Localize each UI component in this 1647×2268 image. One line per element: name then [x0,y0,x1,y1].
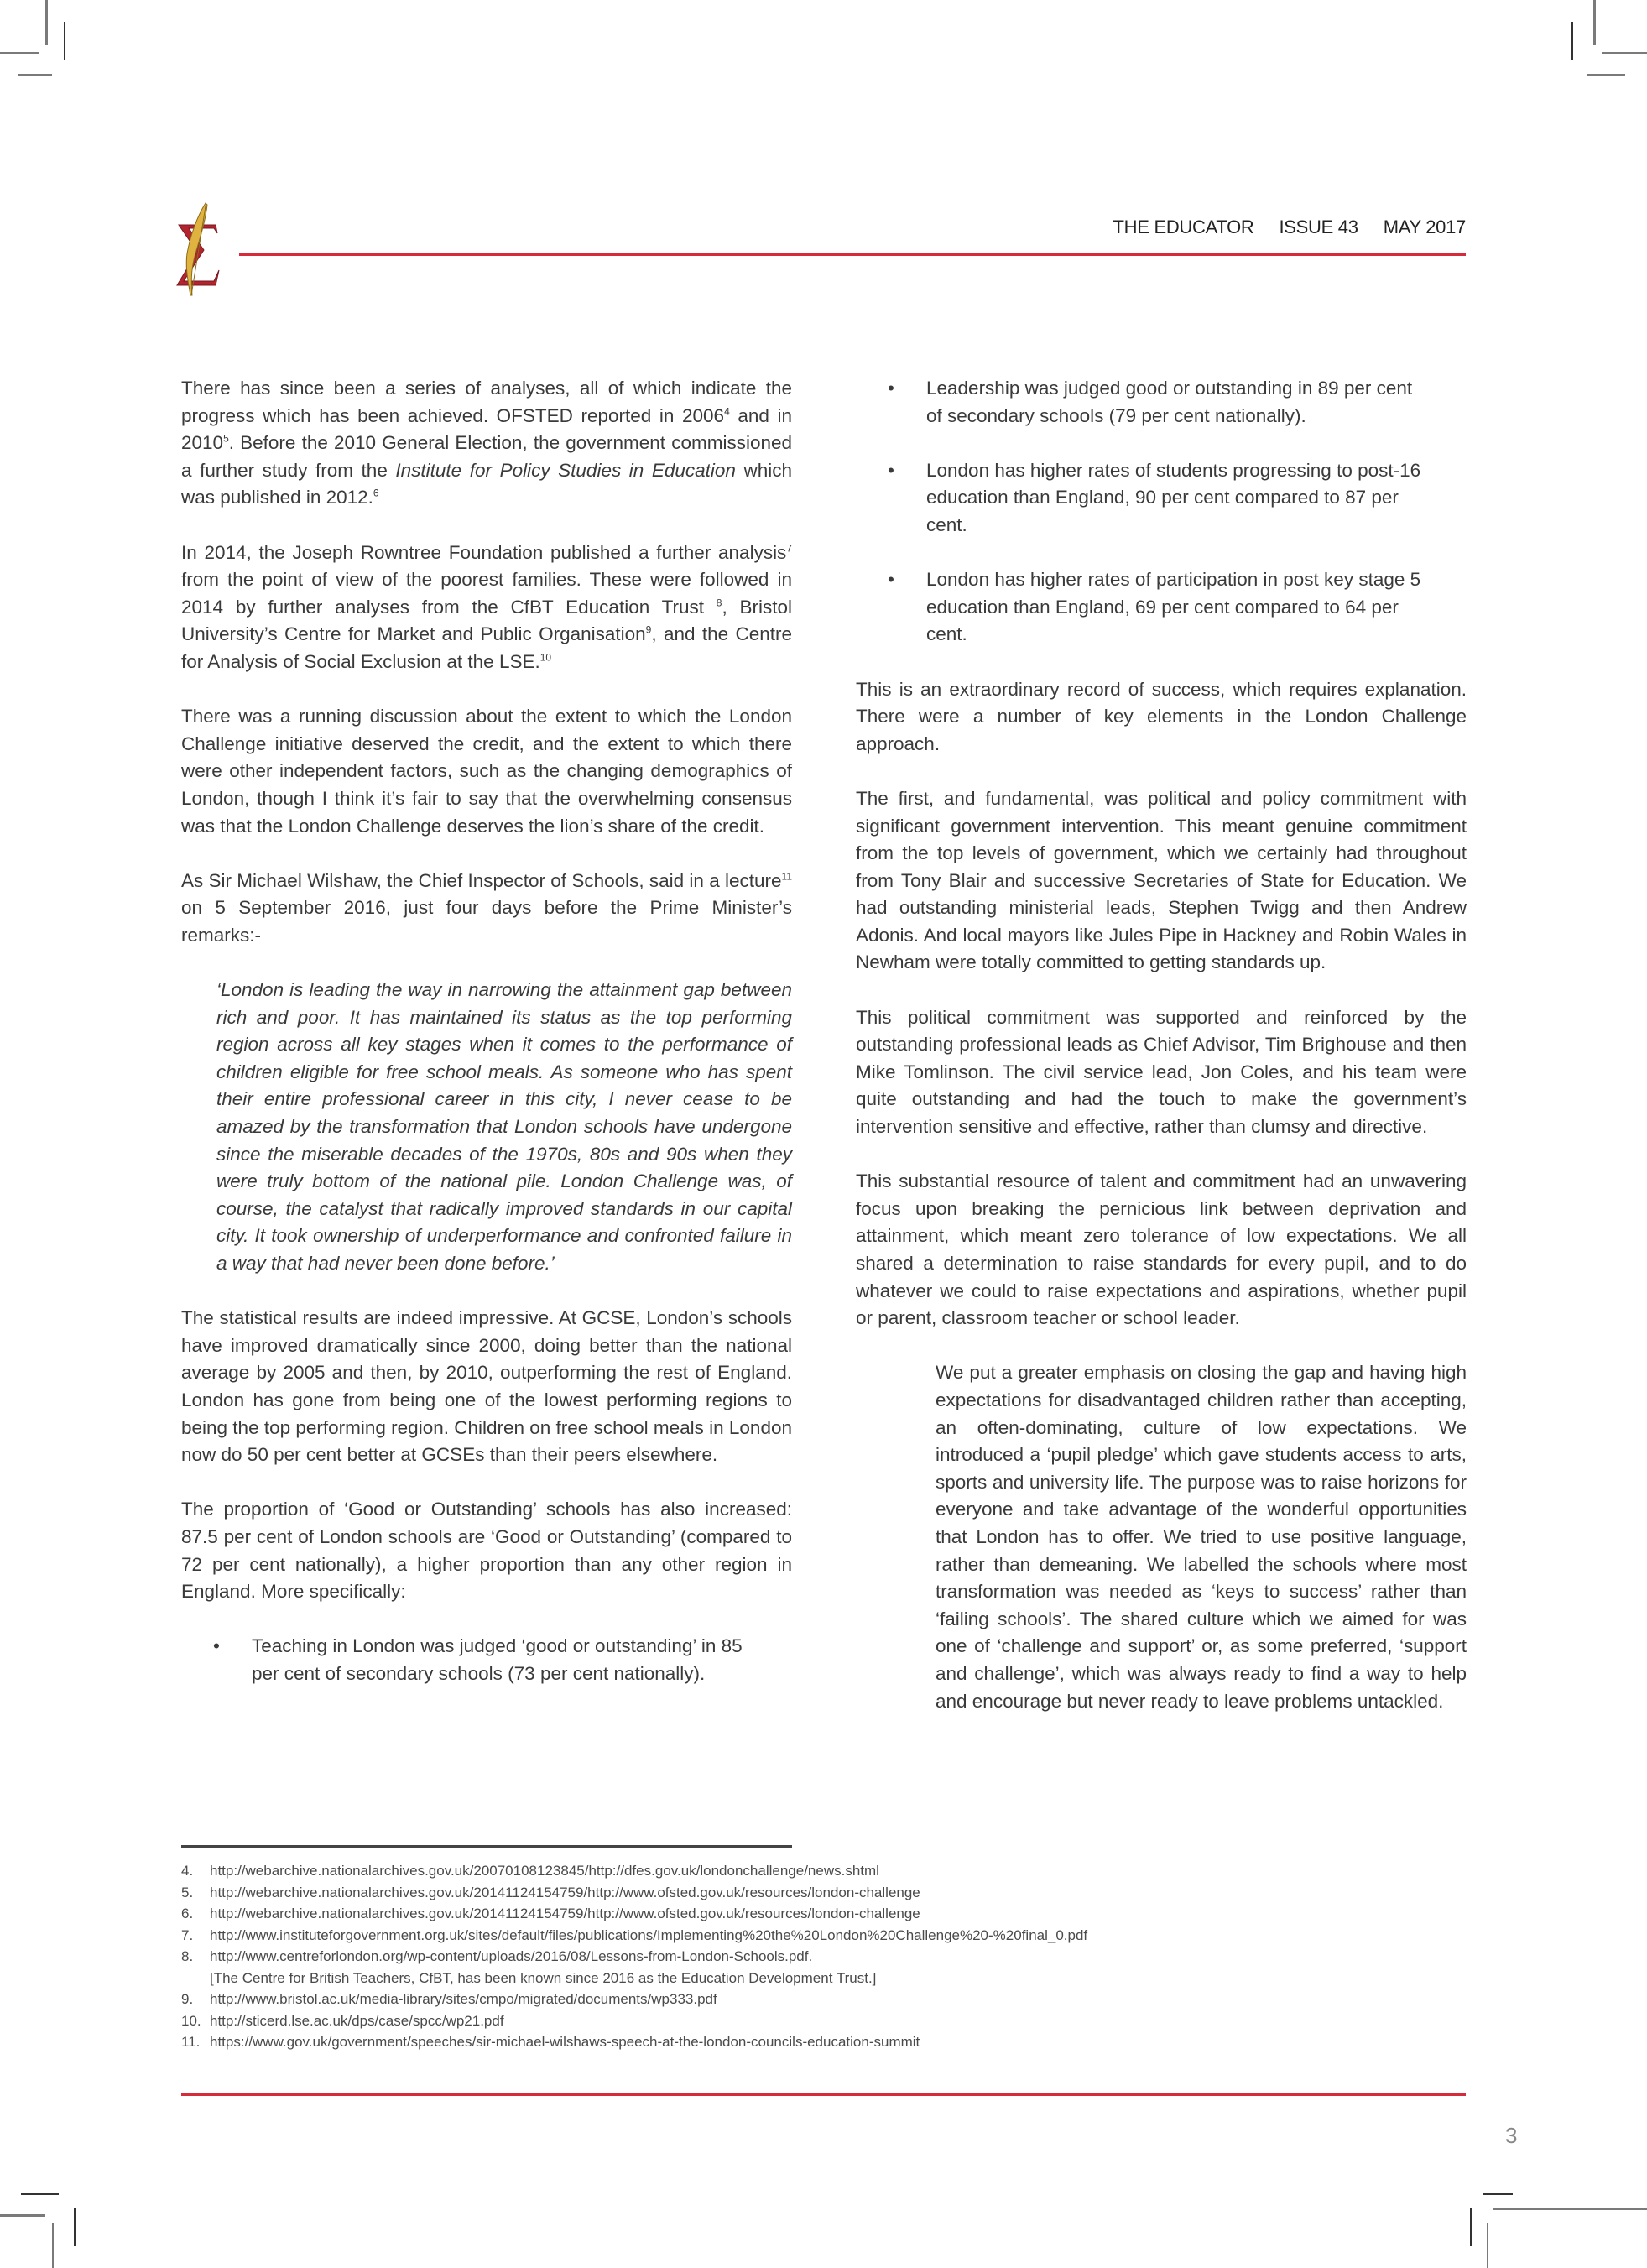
crop-mark [1493,2208,1647,2210]
crop-mark [74,2208,76,2246]
footnote-ref[interactable]: 7 [786,542,792,555]
footnote: 11. https://www.gov.uk/government/speeches/sir-michael-wilshaws-speech-at-the-london-councils-education-summit [181,2031,1087,2053]
footnote-ref[interactable]: 5 [223,432,229,445]
crop-mark [0,2214,45,2217]
crop-mark [1571,22,1573,60]
paragraph: There has since been a series of analyses, all of which indicate the progress which has been achieved. OFSTED reported in 2006$^4$ and in 2010$^5$. Before the 2010 General Election, the government commissioned a further study from the Institute for Policy Studies in Education which was published in 2012.$^6$ [181,378,793,508]
footnote-link[interactable]: http://webarchive.nationalarchives.gov.uk/20141124154759/http://www.ofsted.gov.uk/resources/london-challenge [210,1884,920,1900]
bullet-list [856,375,1467,649]
footnote-ref[interactable]: 9 [645,623,652,636]
paragraph: In 2014, the Joseph Rowntree Foundation published a further analysis$^7$ from the point of view of the poorest families. These were followed in 2014 by further analyses from the CfBT Education Trust $^8$, Bristol University’s Centre for Market and Public Organisation$^9$, and the Centre for Analysis of Social Exclusion at the LSE.$^{10}$ [181,541,793,672]
quill-sigma-logo-icon [172,201,231,298]
list-item: • London has higher rates of students progressing to post-16 education than England, 90 per cent compared to 87 per cent. [856,457,1467,540]
paragraph: This substantial resource of talent and commitment had an unwavering focus upon breaking the pernicious link between deprivation and attainment, which meant zero tolerance of low expectations. We all shared a determination to raise standards for every pupil, and to do whatever we could to raise expectations and aspirations, whether pupil or parent, classroom teacher or school leader. [856,1170,1467,1329]
footnote: 8. http://www.centreforlondon.org/wp-content/uploads/2016/08/Lessons-from-London-Schools.pdf. [181,1946,1087,1968]
bullet-icon: • [213,1635,220,1657]
crop-mark [1602,52,1647,54]
crop-mark [64,22,65,60]
footnote-link[interactable]: http://webarchive.nationalarchives.gov.uk/20141124154759/http://www.ofsted.gov.uk/resources/london-challenge [210,1906,920,1921]
footnote-ref[interactable]: 11 [781,870,792,883]
paragraph: As Sir Michael Wilshaw, the Chief Inspector of Schools, said in a lecture$^{11}$ on 5 September 2016, just four days before the Prime Minister’s remarks:- [181,869,792,946]
crop-mark [45,0,48,45]
footnote-ref[interactable]: 10 [539,651,552,664]
list-item: • Leadership was judged good or outstanding in 89 per cent of secondary schools (79 per cent nationally). [856,375,1467,430]
paragraph: This political commitment was supported and reinforced by the outstanding professional leads as Chief Advisor, Tim Brighouse and then Mike Tomlinson. The civil service lead, Jon Coles, and his team were quite outstanding and had the touch to make the government’s intervention sensitive and effective, rather than clumsy and directive. [856,1006,1467,1138]
block-quote: ‘London is leading the way in narrowing the attainment gap between rich and poor. It has maintained its status as the top performing region across all key stages when it comes to the performance of children eligible for free school meals. As someone who has spent their entire professional career in this city, I never cease to be amazed by the transformation that London schools have undergone since the miserable decades of the 1970s, 80s and 90s when they were truly bottom of the national pile. London Challenge was, of course, the catalyst that radically improved standards in our capital city. It took ownership of underperformance and confronted failure in a way that had never been done before.’ [216,979,792,1274]
list-item: • Teaching in London was judged ‘good or outstanding’ in 85 per cent of secondary schools (73 per cent nationally). [181,1633,792,1687]
paragraph: There was a running discussion about the extent to which the London Challenge initiative deserved the credit, and the extent to which there were other independent factors, such as the changing demographics of London, though I think it’s fair to say that the overwhelming consensus was that the London Challenge deserves the lion’s share of the credit. [181,706,792,837]
crop-mark [21,2193,59,2195]
footnote-note: [The Centre for British Teachers, CfBT, has been known since 2016 as the Education Development Trust.] [210,1969,877,1986]
indented-quote: We put a greater emphasis on closing the gap and having high expectations for disadvantaged children rather than accepting, an often-dominating, culture of low expectations. We introduced a ‘pupil pledge’ which gave students access to arts, sports and university life. The purpose was to raise horizons for everyone and take advantage of the wonderful opportunities that London has to offer. We tried to use positive language, rather than demeaning. We labelled the schools where most transformation was needed as ‘keys to success’ rather than ‘failing schools’. The shared culture which we aimed for was one of ‘challenge and support’ or, as some preferred, ‘support and challenge’, which was always ready to find a way to help and encourage but never ready to leave problems untackled. [936,1362,1467,1712]
paragraph: The proportion of ‘Good or Outstanding’ schools has also increased: 87.5 per cent of London schools are ‘Good or Outstanding’ (compared to 72 per cent nationally), a higher proportion than any other region in England. More specifically: [181,1499,792,1603]
footnote [181,1968,1087,1989]
footnote: 6. http://webarchive.nationalarchives.gov.uk/20141124154759/http://www.ofsted.gov.uk/resources/london-challenge [181,1903,1087,1925]
footnote-ref[interactable]: 8 [716,597,722,609]
crop-mark [1587,74,1625,76]
footnote-link[interactable]: http://www.bristol.ac.uk/media-library/sites/cmpo/migrated/documents/wp333.pdf [210,1991,717,2007]
issue-number: ISSUE 43 [1279,216,1358,237]
publication-name: THE EDUCATOR [1113,216,1254,237]
page-number: 3 [1505,2123,1518,2148]
footnote: 5. http://webarchive.nationalarchives.gov.uk/20141124154759/http://www.ofsted.gov.uk/resources/london-challenge [181,1882,1087,1904]
footnote: 4. http://webarchive.nationalarchives.gov.uk/20070108123845/http://dfes.gov.uk/londonchallenge/news.shtml [181,1860,1087,1882]
footnote: 10. http://sticerd.lse.ac.uk/dps/case/spcc/wp21.pdf [181,2010,1087,2032]
footnote-link[interactable]: https://www.gov.uk/government/speeches/sir-michael-wilshaws-speech-at-the-london-councils-education-summit [210,2034,920,2050]
footnotes [181,1860,1087,2053]
footnote: 7. http://www.instituteforgovernment.org.uk/sites/default/files/publications/Implementing%20the%20London%20Challenge%20-%20final_0.pdf [181,1925,1087,1947]
bullet-list [181,1633,792,1687]
paragraph: This is an extraordinary record of success, which requires explanation. There were a number of key elements in the London Challenge approach. [856,678,1467,754]
header-meta [1113,216,1466,238]
footnote: 9. http://www.bristol.ac.uk/media-library/sites/cmpo/migrated/documents/wp333.pdf [181,1989,1087,2010]
crop-mark [52,2223,54,2268]
footnote-link[interactable]: http://webarchive.nationalarchives.gov.uk/20070108123845/http://dfes.gov.uk/londonchallenge/news.shtml [210,1863,879,1879]
footnote-separator [181,1845,792,1848]
header-rule [239,253,1466,256]
left-column [181,375,792,1715]
footnote-link[interactable]: http://sticerd.lse.ac.uk/dps/case/spcc/wp21.pdf [210,2012,504,2029]
crop-mark [18,74,52,76]
paragraph: The first, and fundamental, was political and policy commitment with significant government intervention. This meant genuine commitment from the top levels of government, which we certainly had throughout from Tony Blair and successive Secretaries of State for Education. We had outstanding ministerial leads, Stephen Twigg and then Andrew Adonis. And local mayors like Jules Pipe in Hackney and Robin Wales in Newham were totally committed to getting standards up. [856,787,1467,973]
right-column [856,375,1467,1743]
crop-mark [1470,2208,1472,2246]
crop-mark [1483,2193,1513,2195]
footnote-link[interactable]: http://www.centreforlondon.org/wp-content/uploads/2016/08/Lessons-from-London-Schools.pdf. [210,1948,813,1964]
footnote-link[interactable]: http://www.instituteforgovernment.org.uk/sites/default/files/publications/Implementing%20the%20London%20Challenge%20-%20final_0.pdf [210,1926,1088,1943]
bullet-icon: • [888,378,894,399]
bullet-icon: • [888,459,894,481]
crop-mark [1487,2223,1488,2268]
paragraph: The statistical results are indeed impressive. At GCSE, London’s schools have improved dramatically since 2000, doing better than the national average by 2005 and then, by 2010, outperforming the rest of England. London has gone from being one of the lowest performing regions to being the top performing region. Children on free school meals in London now do 50 per cent better at GCSEs than their peers elsewhere. [181,1307,792,1466]
list-item: • London has higher rates of participation in post key stage 5 education than England, 69 per cent compared to 64 per cent. [856,566,1467,649]
crop-mark [0,52,39,54]
crop-mark [1593,0,1596,45]
footnote-ref[interactable]: 6 [373,487,379,499]
footnote-ref[interactable]: 4 [724,405,730,418]
issue-date: MAY 2017 [1383,216,1466,237]
bullet-icon: • [888,569,894,591]
footer-rule [181,2093,1466,2096]
